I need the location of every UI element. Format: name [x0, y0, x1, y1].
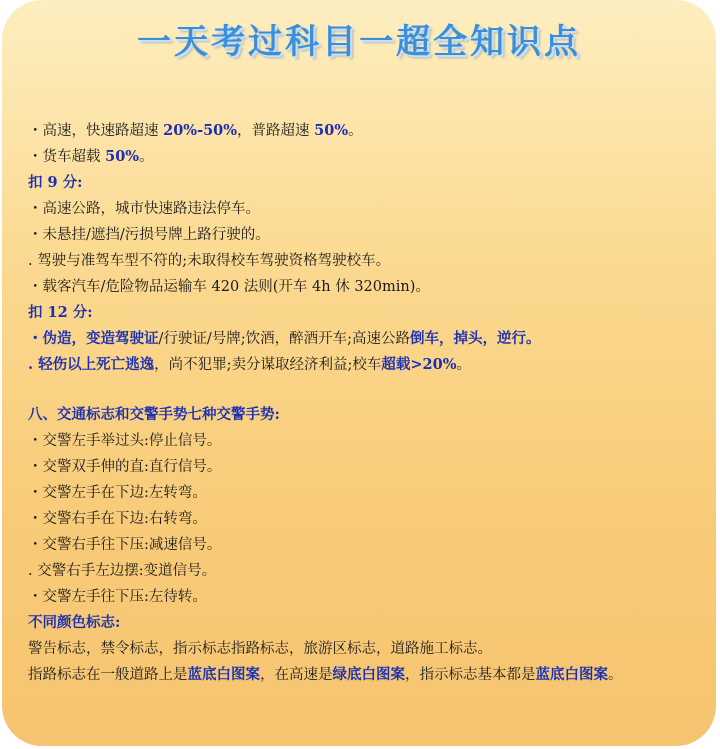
list-item: ・高速公路，城市快速路违法停车。 [28, 201, 260, 217]
section-heading-12-points: 扣 12 分: [28, 304, 93, 321]
list-item: . 驾驶与准驾车型不符的;未取得校车驾驶资格驾驶校车。 [28, 253, 391, 269]
gesture-item: ・交警双手伸的直:直行信号。 [28, 459, 222, 475]
gesture-item: ・交警左手举过头:停止信号。 [28, 433, 222, 449]
list-item [28, 326, 693, 352]
text: 指路标志在一般道路上是 [28, 667, 188, 683]
highlight: 绿底白图案 [332, 666, 405, 683]
text: /行驶证/号牌;饮酒，醉酒开车;高速公路 [158, 331, 411, 347]
notes-content [28, 118, 693, 688]
gesture-item: ・交警左手往下压:左待转。 [28, 589, 207, 605]
section-heading-9-points: 扣 9 分: [28, 174, 83, 191]
section-heading-colors: 不同颜色标志: [28, 614, 121, 631]
gesture-item: ・交警右手在下边:右转弯。 [28, 511, 207, 527]
text: 。 [456, 357, 471, 373]
overload-line [28, 144, 693, 170]
highlight: . 轻伤以上死亡逃逸 [28, 356, 155, 373]
highlight: 倒车，掉头，逆行。 [410, 330, 541, 347]
text: ・货车超载 [28, 149, 106, 165]
text: ・高速，快速路超速 [28, 123, 164, 139]
notes-card [2, 0, 716, 746]
list-item: ・未悬挂/遮挡/污损号牌上路行驶的。 [28, 227, 270, 243]
text: ，在高速是 [260, 667, 333, 683]
section-heading-gestures: 八、交通标志和交警手势七种交警手势: [28, 406, 280, 423]
gesture-item: ・交警右手往下压:减速信号。 [28, 537, 222, 553]
speeding-line [28, 118, 693, 144]
page-title: 一天考过科目一超全知识点 [137, 22, 581, 62]
sign-types-line: 警告标志，禁令标志，指示标志指路标志，旅游区标志，道路施工标志。 [28, 641, 492, 657]
text: 。 [348, 123, 363, 139]
text: ，普路超速 [237, 123, 315, 139]
text: 。 [139, 149, 154, 165]
list-item: ・载客汽车/危险物品运输车 420 法则(开车 4h 休 320min)。 [28, 279, 430, 295]
highlight: 50% [105, 148, 140, 165]
text: ，指示标志基本都是 [405, 667, 536, 683]
highlight: 蓝底白图案 [535, 666, 608, 683]
highlight: 50% [314, 122, 349, 139]
text: ，尚不犯罪;卖分谋取经济利益;校车 [154, 357, 382, 373]
highlight: 超载>20% [381, 356, 457, 373]
sign-colors-paragraph [28, 662, 693, 688]
highlight: ・伪造，变造驾驶证 [28, 330, 159, 347]
gesture-item: . 交警右手左边摆:变道信号。 [28, 563, 217, 579]
text: 。 [608, 667, 623, 683]
highlight: 20%-50% [163, 122, 238, 139]
gesture-item: ・交警左手在下边:左转弯。 [28, 485, 207, 501]
highlight: 蓝底白图案 [187, 666, 260, 683]
list-item [28, 352, 693, 378]
